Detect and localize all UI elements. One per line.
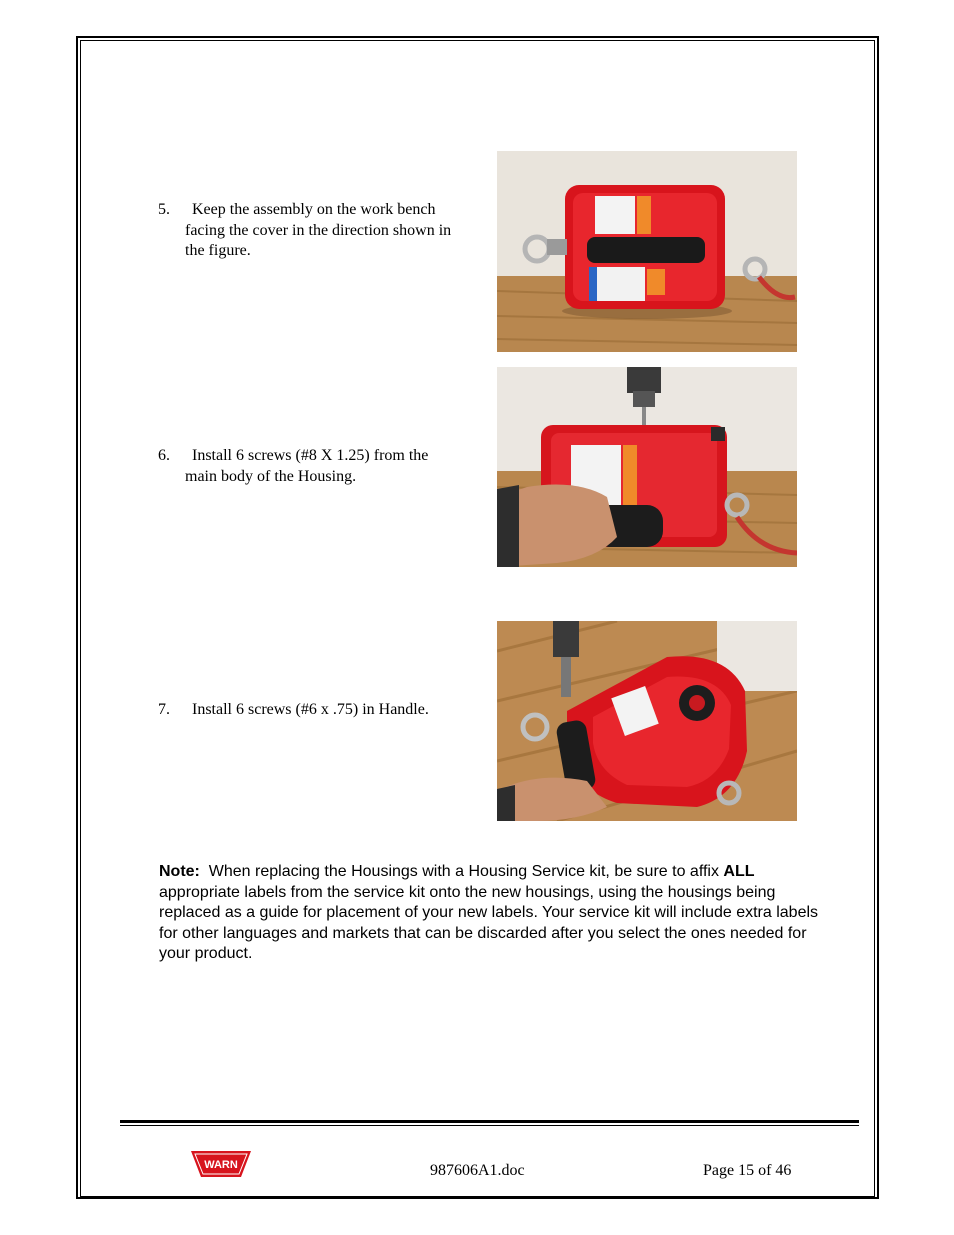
photo-install-handle-screws	[497, 621, 797, 821]
step-6	[158, 446, 488, 487]
step-number: 7.	[158, 701, 170, 718]
footer-filename: 987606A1.doc	[430, 1162, 525, 1179]
photo-assembly-on-bench	[497, 151, 797, 352]
service-kit-note	[159, 862, 829, 965]
step-5	[158, 200, 488, 262]
step-text: Install 6 screws (#8 X 1.25) from the	[192, 447, 429, 464]
logo-text: WARN	[204, 1159, 238, 1171]
step-text-cont: the figure.	[185, 242, 251, 259]
note-text-before: When replacing the Housings with a Housing Service kit, be sure to affix	[208, 863, 719, 880]
step-number: 5.	[158, 201, 170, 218]
note-emphasis: ALL	[723, 863, 755, 880]
step-text: Install 6 screws (#6 x .75) in Handle.	[192, 701, 429, 718]
photo-install-housing-screws	[497, 367, 797, 567]
step-text: Keep the assembly on the work bench	[192, 201, 436, 218]
step-text-cont: main body of the Housing.	[185, 467, 357, 485]
step-7	[158, 700, 488, 721]
footer-page-number: Page 15 of 46	[703, 1162, 792, 1179]
footer-rule-thin	[120, 1125, 859, 1126]
note-label: Note:	[159, 863, 200, 880]
step-text-cont: facing the cover in the direction shown in	[185, 221, 452, 239]
step-number: 6.	[158, 447, 170, 464]
footer-rule-thick	[120, 1120, 859, 1123]
warn-logo	[189, 1149, 253, 1179]
note-text-after: appropriate labels from the service kit onto the new housings, using the housings being replaced as a guide for placement of your new labels. Your service kit will include extra labels for other languages and markets that can be discarded after you select the ones needed for your product.	[159, 883, 819, 962]
